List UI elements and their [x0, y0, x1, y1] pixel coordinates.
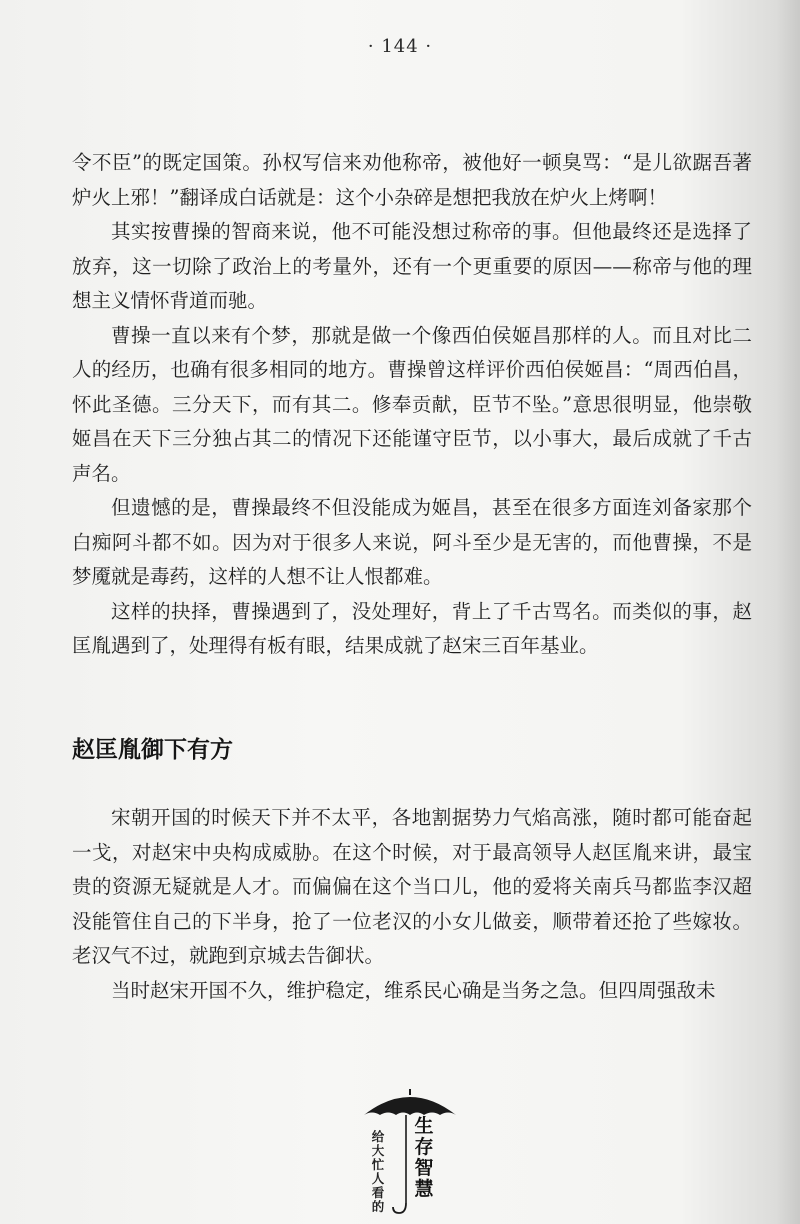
paragraph: 这样的抉择，曹操遇到了，没处理好，背上了千古骂名。而类似的事，赵匡胤遇到了，处理得有板有眼，结果成就了赵宋三百年基业。 [72, 599, 752, 657]
page-number: · 144 · [367, 36, 433, 57]
logo-title: 生存智慧 [414, 1115, 434, 1200]
paragraph: 曹操一直以来有个梦，那就是做一个像西伯侯姬昌那样的人。而且对比二人的经历，也确有很多相同的地方。曹操曾这样评价西伯侯姬昌：“周西伯昌，怀此圣德。三分天下，而有其二。修奉贡献，臣节不坠。”意思很明显，他崇敬姬昌在天下三分独占其二的情况下还能谨守臣节，以小事大，最后成就了千古声名。 [72, 323, 752, 485]
paragraph: 令不臣”的既定国策。孙权写信来劝他称帝，被他好一顿臭骂：“是儿欲踞吾著炉火上邪！”翻译成白话就是：这个小杂碎是想把我放在炉火上烤啊！ [72, 151, 752, 209]
body-text-lower [72, 801, 752, 1008]
body-text-upper [72, 146, 752, 664]
paragraph: 当时赵宋开国不久，维护稳定，维系民心确是当务之急。但四周强敌未 [111, 978, 716, 1002]
paragraph: 其实按曹操的智商来说，他不可能没想过称帝的事。但他最终还是选择了放弃，这一切除了政治上的考量外，还有一个更重要的原因——称帝与他的理想主义情怀背道而驰。 [72, 220, 752, 312]
logo-tagline: 给大忙人看的 [371, 1129, 385, 1214]
section-heading: 赵匡胤御下有方 [72, 737, 233, 763]
paragraph: 宋朝开国的时候天下并不太平，各地割据势力气焰高涨，随时都可能奋起一戈，对赵宋中央构成威胁。在这个时候，对于最高领导人赵匡胤来讲，最宝贵的资源无疑就是人才。而偏偏在这个当口儿，他的爱将关南兵马都监李汉超没能管住自己的下半身，抢了一位老汉的小女儿做妾，顺带着还抢了些嫁妆。老汉气不过，就跑到京城去告御状。 [72, 806, 752, 967]
paragraph: 但遗憾的是，曹操最终不但没能成为姬昌，甚至在很多方面连刘备家那个白痴阿斗都不如。因为对于很多人来说，阿斗至少是无害的，而他曹操，不是梦魇就是毒药，这样的人想不让人恨都难。 [72, 496, 752, 588]
